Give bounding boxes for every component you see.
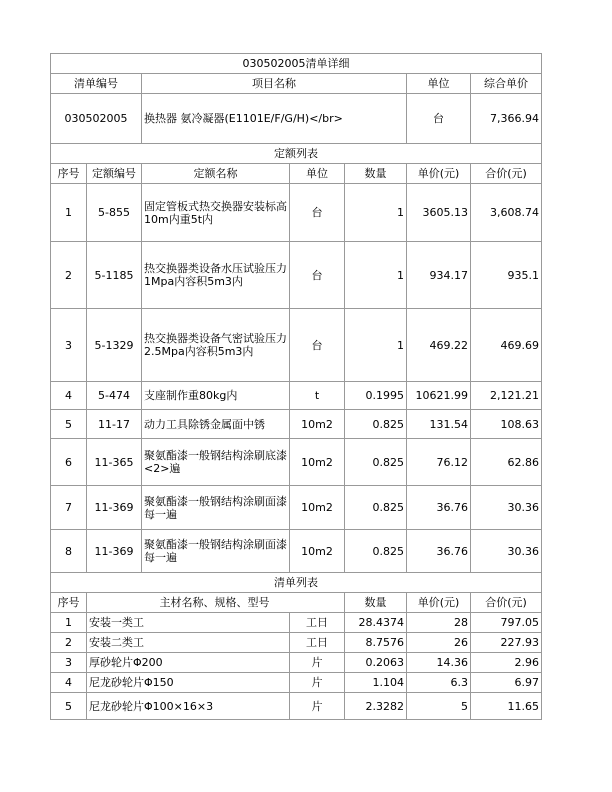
- quota-name: 固定管板式热交换器安装标高10m内重5t内: [142, 184, 290, 242]
- material-row: [51, 633, 542, 653]
- quota-name: 聚氨酯漆一般钢结构涂刷面漆每一遍: [142, 486, 290, 530]
- quota-header-unit: 单位: [290, 164, 345, 184]
- quota-total: 30.36: [471, 486, 542, 530]
- material-total: 6.97: [471, 673, 542, 693]
- material-seq: 1: [51, 613, 87, 633]
- material-unit-price: 26: [407, 633, 471, 653]
- quota-name: 聚氨酯漆一般钢结构涂刷面漆每一遍: [142, 530, 290, 573]
- material-seq: 3: [51, 653, 87, 673]
- quota-code: 5-1185: [87, 242, 142, 309]
- quota-row: [51, 309, 542, 382]
- material-row: [51, 613, 542, 633]
- quota-seq: 3: [51, 309, 87, 382]
- quota-qty: 0.825: [345, 530, 407, 573]
- item-price: 7,366.94: [471, 94, 542, 144]
- material-unit-price: 28: [407, 613, 471, 633]
- quota-qty: 1: [345, 309, 407, 382]
- material-section-title: 清单列表: [51, 573, 542, 593]
- quota-unit-price: 36.76: [407, 530, 471, 573]
- quota-unit: 台: [290, 309, 345, 382]
- quota-header-qty: 数量: [345, 164, 407, 184]
- item-name: 换热器 氨冷凝器(E1101E/F/G/H)</br>: [142, 94, 407, 144]
- quota-code: 11-365: [87, 439, 142, 486]
- quota-unit-price: 36.76: [407, 486, 471, 530]
- quota-qty: 0.1995: [345, 382, 407, 410]
- header-name: 项目名称: [142, 74, 407, 94]
- quota-header-name: 定额名称: [142, 164, 290, 184]
- material-total: 797.05: [471, 613, 542, 633]
- material-seq: 2: [51, 633, 87, 653]
- quota-header-total: 合价(元): [471, 164, 542, 184]
- material-name: 厚砂轮片Φ200: [87, 653, 290, 673]
- quota-name: 热交换器类设备水压试验压力1Mpa内容积5m3内: [142, 242, 290, 309]
- quota-unit-price: 10621.99: [407, 382, 471, 410]
- quota-total: 62.86: [471, 439, 542, 486]
- quota-code: 11-369: [87, 486, 142, 530]
- material-seq: 4: [51, 673, 87, 693]
- quota-seq: 7: [51, 486, 87, 530]
- quota-seq: 2: [51, 242, 87, 309]
- material-header-qty: 数量: [345, 593, 407, 613]
- material-unit: 片: [290, 673, 345, 693]
- quota-qty: 0.825: [345, 410, 407, 439]
- quota-qty: 1: [345, 184, 407, 242]
- quota-header-unit-price: 单价(元): [407, 164, 471, 184]
- material-unit: 片: [290, 653, 345, 673]
- quota-row: [51, 486, 542, 530]
- quota-name: 动力工具除锈金属面中锈: [142, 410, 290, 439]
- quota-qty: 0.825: [345, 486, 407, 530]
- quota-total: 935.1: [471, 242, 542, 309]
- quota-name: 支座制作重80kg内: [142, 382, 290, 410]
- material-qty: 8.7576: [345, 633, 407, 653]
- quota-unit: 台: [290, 184, 345, 242]
- quota-seq: 8: [51, 530, 87, 573]
- quota-seq: 4: [51, 382, 87, 410]
- material-total: 227.93: [471, 633, 542, 653]
- quota-unit: 10m2: [290, 439, 345, 486]
- quota-unit: 10m2: [290, 486, 345, 530]
- material-qty: 0.2063: [345, 653, 407, 673]
- bill-detail-table: [50, 53, 542, 720]
- material-name: 安装一类工: [87, 613, 290, 633]
- material-row: [51, 653, 542, 673]
- header-price: 综合单价: [471, 74, 542, 94]
- material-name: 尼龙砂轮片Φ150: [87, 673, 290, 693]
- quota-header-code: 定额编号: [87, 164, 142, 184]
- material-unit-price: 14.36: [407, 653, 471, 673]
- material-qty: 1.104: [345, 673, 407, 693]
- material-unit: 工日: [290, 633, 345, 653]
- quota-unit-price: 3605.13: [407, 184, 471, 242]
- quota-total: 2,121.21: [471, 382, 542, 410]
- quota-unit: t: [290, 382, 345, 410]
- quota-name: 热交换器类设备气密试验压力2.5Mpa内容积5m3内: [142, 309, 290, 382]
- quota-unit-price: 469.22: [407, 309, 471, 382]
- quota-row: [51, 184, 542, 242]
- quota-total: 469.69: [471, 309, 542, 382]
- material-row: [51, 673, 542, 693]
- material-unit: 片: [290, 693, 345, 720]
- quota-code: 11-369: [87, 530, 142, 573]
- quota-row: [51, 382, 542, 410]
- quota-unit: 台: [290, 242, 345, 309]
- material-unit-price: 6.3: [407, 673, 471, 693]
- quota-name: 聚氨酯漆一般钢结构涂刷底漆<2>遍: [142, 439, 290, 486]
- item-unit: 台: [407, 94, 471, 144]
- material-name: 尼龙砂轮片Φ100×16×3: [87, 693, 290, 720]
- quota-code: 11-17: [87, 410, 142, 439]
- material-header-unit-price: 单价(元): [407, 593, 471, 613]
- quota-code: 5-1329: [87, 309, 142, 382]
- material-total: 11.65: [471, 693, 542, 720]
- quota-unit-price: 934.17: [407, 242, 471, 309]
- material-name: 安装二类工: [87, 633, 290, 653]
- material-row: [51, 693, 542, 720]
- material-header-total: 合价(元): [471, 593, 542, 613]
- quota-seq: 5: [51, 410, 87, 439]
- quota-row: [51, 439, 542, 486]
- quota-section-title: 定额列表: [51, 144, 542, 164]
- header-code: 清单编号: [51, 74, 142, 94]
- quota-header-seq: 序号: [51, 164, 87, 184]
- quota-unit-price: 131.54: [407, 410, 471, 439]
- quota-code: 5-855: [87, 184, 142, 242]
- quota-row: [51, 410, 542, 439]
- sheet-title: 030502005清单详细: [51, 54, 542, 74]
- material-qty: 28.4374: [345, 613, 407, 633]
- material-seq: 5: [51, 693, 87, 720]
- material-unit-price: 5: [407, 693, 471, 720]
- material-header-seq: 序号: [51, 593, 87, 613]
- quota-code: 5-474: [87, 382, 142, 410]
- quota-row: [51, 242, 542, 309]
- quota-qty: 0.825: [345, 439, 407, 486]
- quota-total: 108.63: [471, 410, 542, 439]
- quota-unit-price: 76.12: [407, 439, 471, 486]
- quota-unit: 10m2: [290, 530, 345, 573]
- quota-total: 30.36: [471, 530, 542, 573]
- header-unit: 单位: [407, 74, 471, 94]
- material-qty: 2.3282: [345, 693, 407, 720]
- material-unit: 工日: [290, 613, 345, 633]
- quota-qty: 1: [345, 242, 407, 309]
- quota-seq: 6: [51, 439, 87, 486]
- quota-seq: 1: [51, 184, 87, 242]
- quota-total: 3,608.74: [471, 184, 542, 242]
- quota-unit: 10m2: [290, 410, 345, 439]
- material-total: 2.96: [471, 653, 542, 673]
- material-header-name: 主材名称、规格、型号: [87, 593, 345, 613]
- quota-row: [51, 530, 542, 573]
- item-code: 030502005: [51, 94, 142, 144]
